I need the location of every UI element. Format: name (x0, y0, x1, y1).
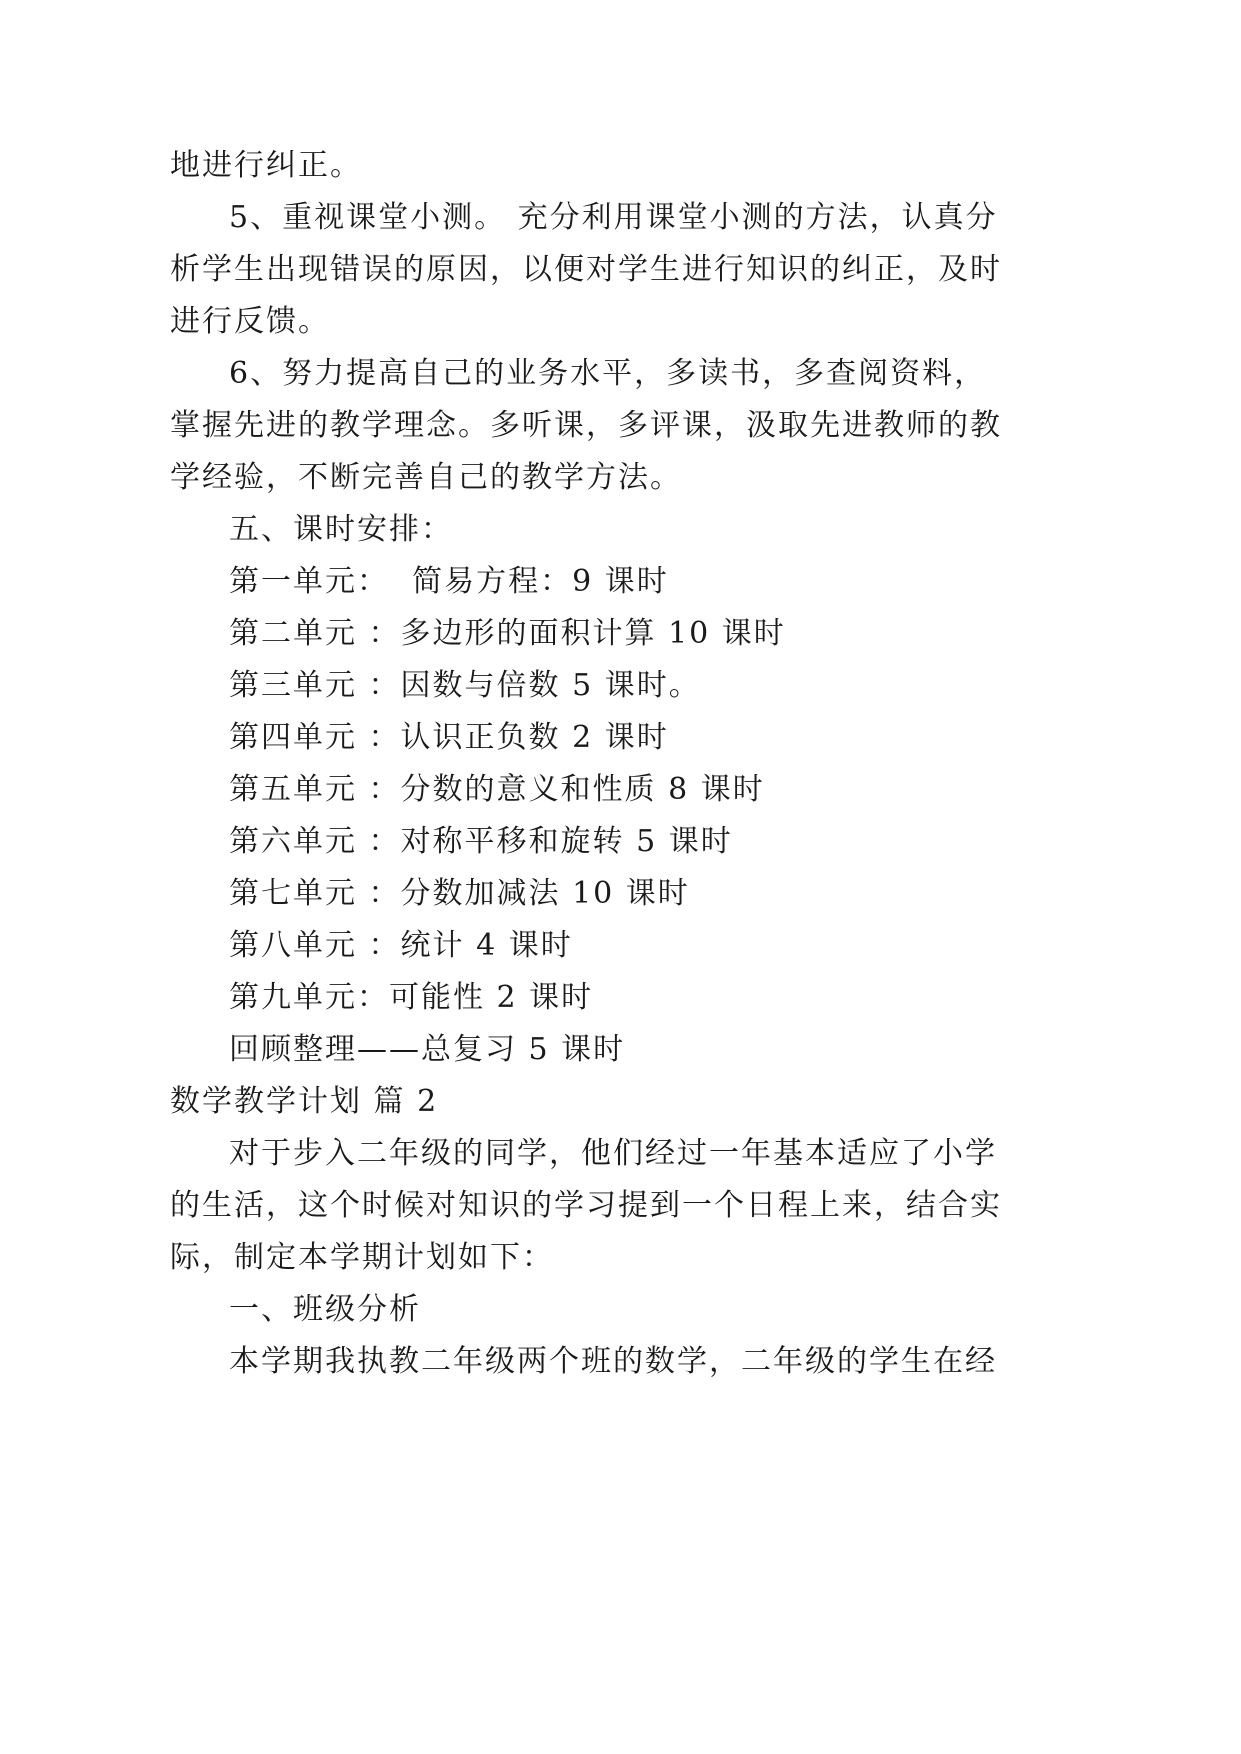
schedule-item: 第六单元 ：对称平移和旋转 5 课时 (229, 824, 733, 859)
schedule-item: 第九单元：可能性 2 课时 (229, 980, 594, 1015)
paragraph-line: 际，制定本学期计划如下： (170, 1240, 554, 1275)
paragraph-line: 地进行纠正。 (170, 148, 362, 183)
paragraph-line: 学经验，不断完善自己的教学方法。 (170, 460, 682, 495)
paragraph-line: 的生活，这个时候对知识的学习提到一个日程上来，结合实 (170, 1188, 1002, 1223)
paragraph-line: 对于步入二年级的同学，他们经过一年基本适应了小学 (229, 1136, 997, 1171)
paragraph-line: 6、努力提高自己的业务水平，多读书，多查阅资料， (229, 356, 987, 391)
schedule-item: 第七单元 ：分数加减法 10 课时 (229, 876, 690, 911)
schedule-item: 第五单元 ：分数的意义和性质 8 课时 (229, 772, 765, 807)
paragraph-line: 进行反馈。 (170, 304, 330, 339)
schedule-item: 第四单元 ：认识正负数 2 课时 (229, 720, 669, 755)
schedule-item: 第二单元 ：多边形的面积计算 10 课时 (229, 616, 786, 651)
schedule-item: 第八单元 ：统计 4 课时 (229, 928, 573, 963)
paragraph-line: 掌握先进的教学理念。多听课，多评课，汲取先进教师的教 (170, 408, 1002, 443)
section-heading: 五、课时安排： (229, 512, 453, 547)
paragraph-line: 本学期我执教二年级两个班的数学，二年级的学生在经 (229, 1344, 997, 1379)
schedule-item: 第一单元： 简易方程：9 课时 (229, 564, 669, 599)
paragraph-line: 析学生出现错误的原因，以便对学生进行知识的纠正，及时 (170, 252, 1002, 287)
schedule-item: 回顾整理——总复习 5 课时 (229, 1032, 626, 1067)
paragraph-line: 5、重视课堂小测。 充分利用课堂小测的方法，认真分 (229, 200, 998, 235)
section-heading: 一、班级分析 (229, 1292, 421, 1327)
article-title: 数学教学计划 篇 2 (170, 1084, 439, 1119)
schedule-item: 第三单元 ：因数与倍数 5 课时。 (229, 668, 701, 703)
